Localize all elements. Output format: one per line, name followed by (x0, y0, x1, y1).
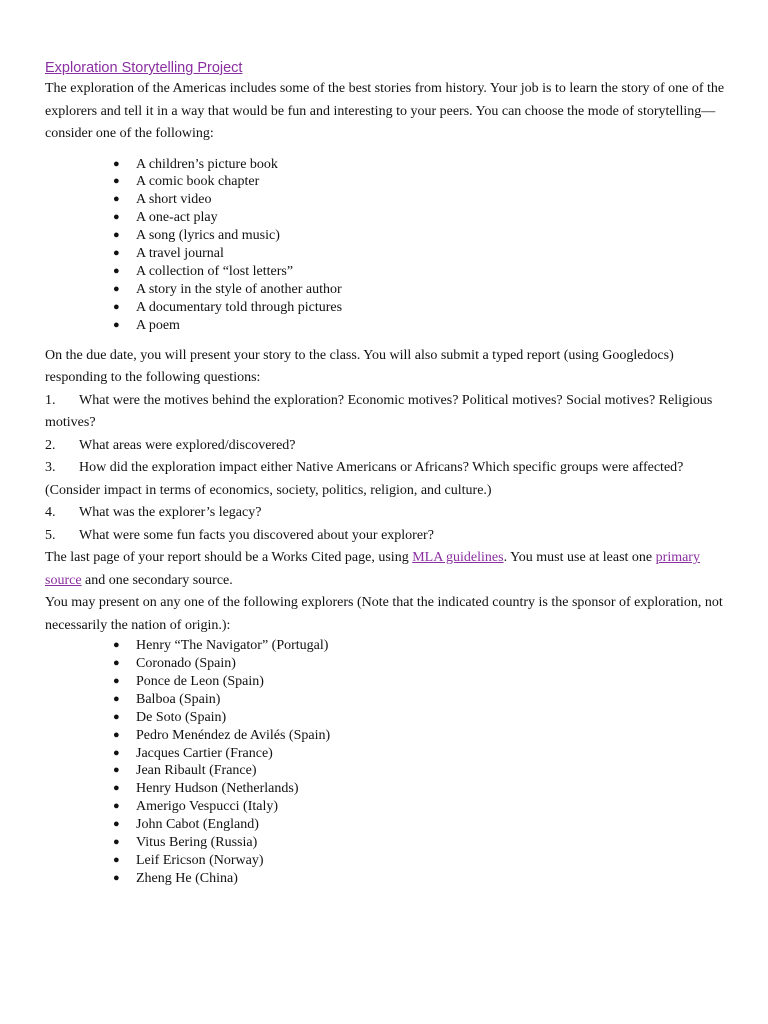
storytelling-modes-list (45, 156, 735, 335)
question-number: 4. (45, 505, 56, 521)
list-item: ● A short video (113, 192, 212, 208)
bullet-icon: ● (113, 836, 120, 849)
bullet-icon: ● (113, 800, 120, 813)
bullet-icon: ● (113, 674, 120, 687)
explorer-options-paragraph: You may present on any one of the following explorers (Note that the indicated country is the sponsor of exploration, not necessarily the nation of origin.): (45, 595, 723, 633)
question-item (45, 525, 735, 548)
bullet-icon: ● (113, 764, 120, 777)
bullet-icon: ● (113, 247, 120, 260)
bullet-icon: ● (113, 818, 120, 831)
list-item: ● Zheng He (China) (113, 870, 238, 886)
question-number: 3. (45, 460, 56, 476)
question-number: 1. (45, 392, 56, 408)
bullet-icon: ● (113, 782, 120, 795)
list-item: ● Vitus Bering (Russia) (113, 835, 258, 851)
due-date-paragraph: On the due date, you will present your story to the class. You will also submit a typed report (using Googledocs) responding to the following questions: (45, 347, 674, 386)
question-item (45, 435, 735, 458)
list-item: ● A collection of “lost letters” (113, 263, 294, 279)
bullet-icon: ● (113, 300, 120, 313)
document-page (45, 58, 735, 898)
list-item: ● Jacques Cartier (France) (113, 745, 273, 761)
bullet-icon: ● (113, 157, 120, 170)
bullet-icon: ● (113, 728, 120, 741)
bullet-icon: ● (113, 282, 120, 295)
list-item: ● A song (lyrics and music) (113, 228, 280, 244)
intro-paragraph: The exploration of the Americas includes some of the best stories from history. Your job is to learn the story of one of the explorers and tell it in a way that would be fun and interesting to your peers. You can choose the mode of storytelling—consider one of the following: (45, 81, 725, 141)
list-item: ● A documentary told through pictures (113, 299, 343, 315)
bullet-icon: ● (113, 211, 120, 224)
list-item: ● A story in the style of another author (113, 281, 342, 297)
list-item: ● Coronado (Spain) (113, 655, 236, 671)
list-item: ● Balboa (Spain) (113, 691, 221, 707)
list-item: ● De Soto (Spain) (113, 709, 227, 725)
list-item: ● Ponce de Leon (Spain) (113, 673, 264, 689)
list-item: ● Henry Hudson (Netherlands) (113, 781, 299, 797)
question-text: What areas were explored/discovered? (79, 437, 296, 453)
list-item: ● A poem (113, 317, 180, 333)
explorers-list (45, 637, 735, 888)
list-item: ● Leif Ericson (Norway) (113, 852, 264, 868)
question-text: What were some fun facts you discovered about your explorer? (79, 527, 434, 543)
list-item: ● John Cabot (England) (113, 817, 259, 833)
bullet-icon: ● (113, 318, 120, 331)
bullet-icon: ● (113, 871, 120, 884)
bullet-icon: ● (113, 264, 120, 277)
works-cited-paragraph: The last page of your report should be a Works Cited page, using MLA guidelines. You must use at least one primary source and one secondary source. (45, 550, 700, 588)
bullet-icon: ● (113, 710, 120, 723)
document-title: Exploration Storytelling Project (45, 60, 243, 76)
mla-guidelines-link[interactable]: MLA guidelines (412, 550, 504, 566)
questions-list (45, 390, 735, 548)
bullet-icon: ● (113, 656, 120, 669)
list-item: ● Amerigo Vespucci (Italy) (113, 799, 279, 815)
bullet-icon: ● (113, 193, 120, 206)
bullet-icon: ● (113, 639, 120, 652)
question-text: What were the motives behind the exploration? Economic motives? Political motives? Social motives? Religious motives? (45, 392, 713, 431)
bullet-icon: ● (113, 175, 120, 188)
list-item: ● A children’s picture book (113, 156, 278, 172)
list-item: ● Henry “The Navigator” (Portugal) (113, 638, 329, 654)
bullet-icon: ● (113, 853, 120, 866)
list-item: ● A one-act play (113, 210, 218, 226)
question-text: What was the explorer’s legacy? (79, 505, 262, 521)
bullet-icon: ● (113, 692, 120, 705)
question-number: 2. (45, 437, 56, 453)
question-item (45, 457, 735, 502)
list-item: ● A travel journal (113, 246, 224, 262)
list-item: ● Jean Ribault (France) (113, 763, 257, 779)
bullet-icon: ● (113, 746, 120, 759)
question-text: How did the exploration impact either Native Americans or Africans? Which specific groups were affected? (Consider impact in terms of economics, society, politics, religion, and culture.) (45, 460, 684, 498)
question-number: 5. (45, 527, 56, 543)
primary-source-link[interactable]: primary source (45, 550, 700, 588)
question-item (45, 390, 735, 435)
question-item (45, 502, 735, 525)
list-item: ● Pedro Menéndez de Avilés (Spain) (113, 727, 331, 743)
bullet-icon: ● (113, 229, 120, 242)
list-item: ● A comic book chapter (113, 174, 260, 190)
